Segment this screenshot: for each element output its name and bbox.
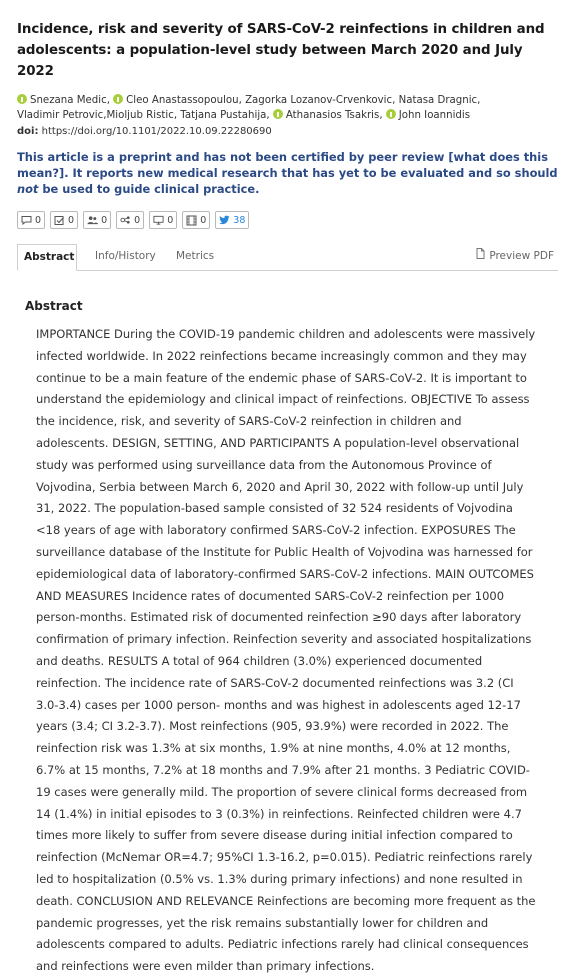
author-label: Zagorka Lozanov-Crvenkovic <box>245 95 393 106</box>
twitter-icon <box>219 215 230 226</box>
counter-value: 0 <box>167 214 174 226</box>
video-counter[interactable] <box>182 211 210 229</box>
comments-counter[interactable] <box>17 211 45 229</box>
monitor-icon <box>153 215 164 226</box>
counter-value: 0 <box>101 214 108 226</box>
orcid-icon <box>386 109 396 119</box>
checkbox-icon <box>54 215 65 226</box>
counter-value: 38 <box>233 214 246 226</box>
author-separator: , <box>106 95 114 106</box>
author-name[interactable] <box>273 110 379 121</box>
author-label: Mioljub Ristic <box>106 110 174 121</box>
preprint-notice <box>17 149 558 197</box>
users-icon <box>87 215 98 226</box>
engagement-counters <box>17 211 558 229</box>
notice-text-1: This article is a preprint and has not been certified by peer review [what does this mean?]. It reports new medical research that has yet to be evaluated and so should <box>17 150 558 180</box>
author-name[interactable] <box>386 110 470 121</box>
author-separator: , <box>173 110 181 121</box>
comment-icon <box>21 215 32 226</box>
author-label: John Ioannidis <box>398 110 471 121</box>
author-name[interactable] <box>17 95 107 106</box>
author-separator: , <box>477 95 481 106</box>
author-name[interactable] <box>106 110 173 121</box>
counter-value: 0 <box>134 214 141 226</box>
reviews-counter[interactable] <box>50 211 78 229</box>
author-label: Vladimir Petrovic <box>17 110 104 121</box>
article-tabs <box>17 244 558 271</box>
community-counter[interactable] <box>83 211 111 229</box>
tab-abstract[interactable]: Abstract <box>17 244 77 271</box>
tab-metrics[interactable]: Metrics <box>176 250 215 262</box>
author-name[interactable] <box>180 110 266 121</box>
author-separator: , <box>392 95 399 106</box>
tab-info-history[interactable]: Info/History <box>95 250 156 262</box>
document-icon <box>476 244 485 268</box>
preview-pdf-label: Preview PDF <box>489 250 554 262</box>
author-separator: , <box>266 110 273 121</box>
article-title: Incidence, risk and severity of SARS-CoV-2 reinfections in children and adolescents: a population-level study between March 2020 and July 2022 <box>17 22 545 79</box>
author-separator: , <box>379 110 386 121</box>
preview-pdf-link[interactable] <box>476 244 554 268</box>
author-separator: , <box>238 95 246 106</box>
author-name[interactable] <box>245 95 392 106</box>
connections-counter[interactable] <box>116 211 144 229</box>
film-icon <box>186 215 197 226</box>
notice-text-2: be used to guide clinical practice. <box>38 182 260 196</box>
orcid-icon <box>113 94 123 104</box>
orcid-icon <box>17 94 27 104</box>
share-nodes-icon <box>120 215 131 226</box>
abstract-heading: Abstract <box>25 299 83 313</box>
doi-label: doi: <box>17 126 39 137</box>
author-separator: , <box>103 110 107 121</box>
author-name[interactable] <box>17 110 103 121</box>
author-label: Tatjana Pustahija <box>180 110 267 121</box>
author-label: Natasa Dragnic <box>398 95 478 106</box>
author-label: Snezana Medic <box>30 95 107 106</box>
media-counter[interactable] <box>149 211 177 229</box>
author-name[interactable] <box>113 95 238 106</box>
author-name[interactable] <box>398 95 481 106</box>
orcid-icon <box>273 109 283 119</box>
counter-value: 0 <box>68 214 75 226</box>
doi-link[interactable]: https://doi.org/10.1101/2022.10.09.22280690 <box>41 126 272 137</box>
abstract-text: IMPORTANCE During the COVID-19 pandemic children and adolescents were massively infected worldwide. In 2022 reinfections became increasingly common and they may continue to be a main feature of the endemic phase of SARS-CoV-2. It is important to understand the epidemiology and clinical impact of reinfections. OBJECTIVE To assess the incidence, risk, and severity of SARS-CoV-2 reinfection in children and adolescents. DESIGN, SETTING, AND PARTICIPANTS A population-level observational study was performed using surveillance data from the Autonomous Province of Vojvodina, Serbia between March 6, 2020 and April 30, 2022 with follow-up until July 31, 2022. The population-based sample consisted of 32 524 residents of Vojvodina <18 years of age with laboratory confirmed SARS-CoV-2 infection. EXPOSURES The surveillance database of the Institute for Public Health of Vojvodina was harnessed for epidemiological data of laboratory-confirmed SARS-CoV-2 infections. MAIN OUTCOMES AND MEASURES Incidence rates of documented SARS-CoV-2 reinfection per 1000 person-months. Estimated risk of documented reinfection ≥90 days after laboratory confirmation of primary infection. Reinfection severity and associated hospitalizations and deaths. RESULTS A total of 964 children (3.0%) experienced documented reinfection. The incidence rate of SARS-CoV-2 documented reinfections was 3.2 (CI 3.0-3.4) cases per 1000 person- months and was highest in adolescents aged 12-17 years (3.4; CI 3.2-3.7). Most reinfections (905, 93.9%) were recorded in 2022. The reinfection risk was 1.3% at six months, 1.9% at nine months, 4.0% at 12 months, 6.7% at 15 months, 7.2% at 18 months and 7.9% after 21 months. 3 Pediatric COVID-19 cases were generally mild. The proportion of severe clinical forms decreased from 14 (1.4%) in initial episodes to 3 (0.3%) in reinfections. Reinfected children were 4.7 times more likely to suffer from severe disease during initial infection compared to reinfection (McNemar OR=4.7; 95%CI 1.3-16.2, p=0.015). Pediatric reinfections rarely led to hospitalization (0.5% vs. 1.3% during primary infections) and none resulted in death. CONCLUSION AND RELEVANCE Reinfections are becoming more frequent as the pandemic progresses, yet the risk remains substantially lower for children and adolescents compared to adults. Pediatric infections rarely had clinical consequences and reinfections were even milder than primary infections. <box>36 327 536 974</box>
twitter-counter[interactable] <box>215 211 249 229</box>
notice-emphasis: not <box>17 182 39 196</box>
counter-value: 0 <box>200 214 207 226</box>
author-label: Cleo Anastassopoulou <box>126 95 239 106</box>
author-label: Athanasios Tsakris <box>285 110 380 121</box>
doi-line <box>17 125 558 139</box>
author-list <box>17 93 558 123</box>
counter-value: 0 <box>35 214 42 226</box>
